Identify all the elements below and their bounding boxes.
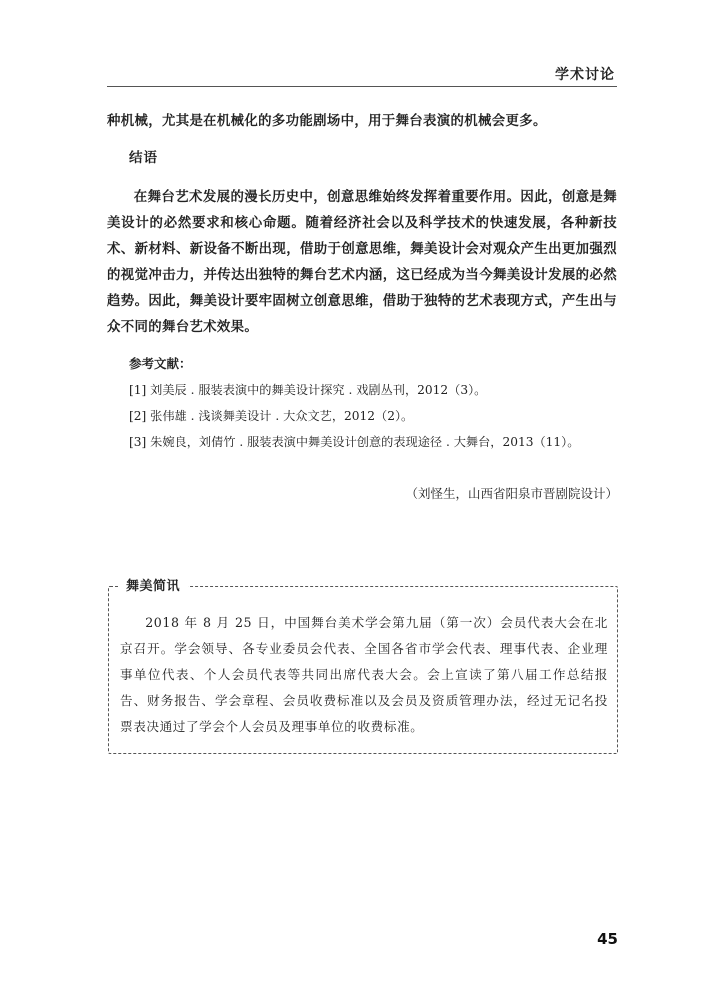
reference-item: [2] 张伟雄 . 浅谈舞美设计 . 大众文艺，2012（2）。 xyxy=(129,409,414,423)
references-list xyxy=(129,377,619,455)
reference-item: [3] 朱婉良，刘倩竹 . 服装表演中舞美设计创意的表现途径 . 大舞台，2013（11）。 xyxy=(129,435,580,449)
conclusion-heading: 结语 xyxy=(129,150,158,166)
page-number: 45 xyxy=(597,930,618,948)
reference-item: [1] 刘美辰 . 服装表演中的舞美设计探究 . 戏剧丛刊，2012（3）。 xyxy=(129,383,487,397)
continuation-paragraph: 种机械，尤其是在机械化的多功能剧场中，用于舞台表演的机械会更多。 xyxy=(107,113,547,129)
author-attribution: （刘怪生，山西省阳泉市晋剧院设计） xyxy=(405,486,618,501)
conclusion-paragraph: 在舞台艺术发展的漫长历史中，创意思维始终发挥着重要作用。因此，创意是舞美设计的必然要求和核心命题。随着经济社会以及科学技术的快速发展，各种新技术、新材料、新设备不断出现，借助于创意思维，舞美设计会对观众产生出更加强烈的视觉冲击力，并传达出独特的舞台艺术内涵，这已经成为当今舞美设计发展的必然趋势。因此，舞美设计要牢固树立创意思维，借助于独特的艺术表现方式，产生出与众不同的舞台艺术效果。 xyxy=(107,189,617,335)
section-label: 学术讨论 xyxy=(555,67,615,83)
running-header xyxy=(107,56,617,87)
news-box-text: 2018 年 8 月 25 日，中国舞台美术学会第九届（第一次）会员代表大会在北京召开。学会领导、各专业委员会代表、全国各省市学会代表、理事代表、企业理事单位代表、个人会员代表等共同出席代表大会。会上宣读了第八届工作总结报告、财务报告、学会章程、会员收费标准以及会员及资质管理办法，经过无记名投票表决通过了学会个人会员及理事单位的收费标准。 xyxy=(120,615,608,734)
news-box-title: 舞美简讯 xyxy=(118,575,188,594)
references-title: 参考文献： xyxy=(129,356,192,371)
